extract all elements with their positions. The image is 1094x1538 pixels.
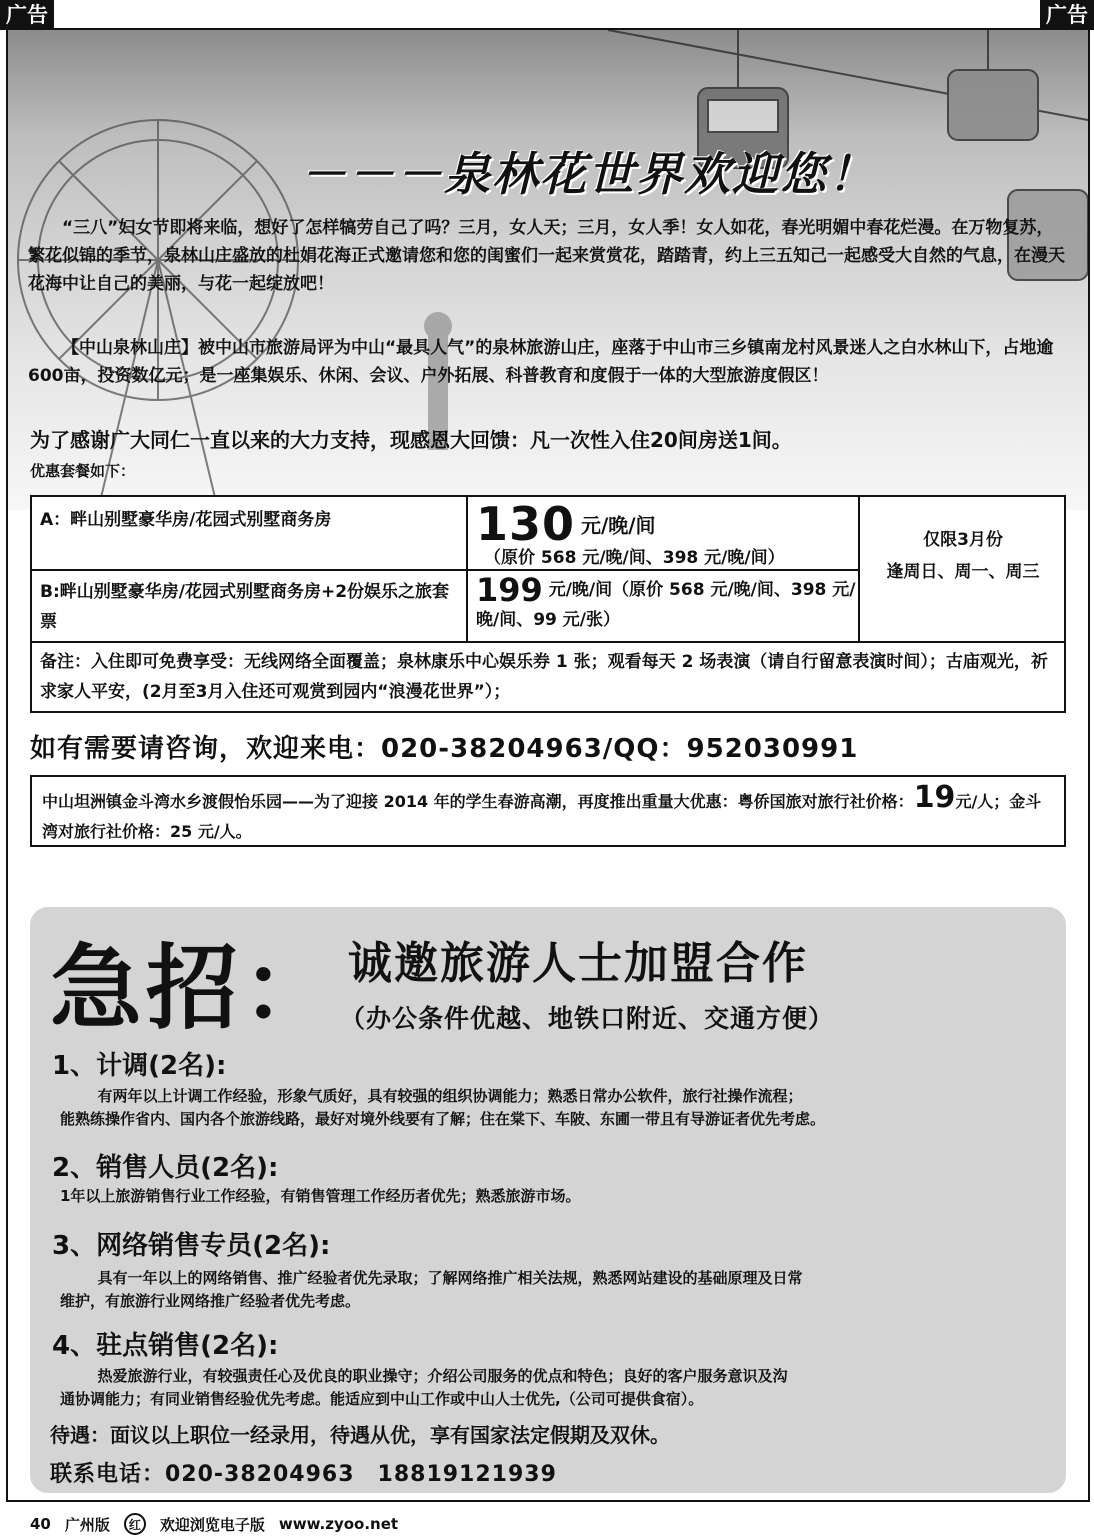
package-a-unit: 元/晚/间 [580,513,656,538]
job-desc-4 [60,1365,1060,1411]
job-desc-2 [60,1185,1060,1208]
job-title-3: 3、网络销售专员(2名): [52,1231,331,1261]
package-a-original: （原价 568 元/晚/间、398 元/晚/间） [484,548,785,568]
job-title-2: 2、销售人员(2名): [52,1153,279,1183]
job-desc-4-line-2: 通协调能力；有同业销售经验优先考虑。能适应到中山工作或中山人士优先,（公司可提供食宿）。 [60,1390,704,1408]
urgent-heading: 急招： [50,935,339,1042]
table-divider [32,641,1064,643]
intro-text-2: 【中山泉林山庄】被中山市旅游局评为中山“最具人气”的泉林旅游山庄，座落于中山市三乡镇南龙村风景迷人之白水林山下，占地逾600亩，投资数亿元；是一座集娱乐、休闲、会议、户外拓展、科普教育和度假于一体的大型旅游度假区！ [28,338,1054,386]
footer-url[interactable]: www.zyoo.net [278,1515,399,1533]
job-desc-3-line-2: 维护，有旅游行业网络推广经验者优先考虑。 [60,1292,361,1310]
job-desc-1-line-2: 能熟练操作省内、国内各个旅游线路，最好对境外线要有了解；住在棠下、车陂、东圃一带且有导游证者优先考虑。 [60,1110,826,1128]
footer-slogan: 欢迎浏览电子版 [159,1515,265,1534]
headline: －－－泉林花世界欢迎您！ [300,147,876,201]
limit-line-2: 逢周日、周一、周三 [886,562,1040,582]
jindou-promo [30,775,1066,847]
job-title-4: 4、驻点销售(2名): [52,1331,279,1361]
intro-text-1: “三八”妇女节即将来临，想好了怎样犒劳自己了吗？三月，女人天；三月，女人季！女人如花，春光明媚中春花烂漫。在万物复苏，繁花似锦的季节，泉林山庄盛放的杜娟花海正式邀请您和您的闺蜜们一起来赏赏花，踏踏青，约上三五知己一起感受大自然的气息，在漫天花海中让自己的美丽，与花一起绽放吧！ [28,218,1065,294]
job-title-1: 1、计调(2名): [52,1051,227,1081]
consult-hotline: 如有需要请咨询，欢迎来电：020-38204963/QQ：952030991 [30,734,859,764]
recruit-phone: 联系电话：020-38204963 18819121939 [50,1462,557,1487]
brand-logo-icon: 红 [124,1513,146,1535]
pricing-table [30,495,1066,713]
jindou-text-before: 中山坦洲镇金斗湾水乡渡假怡乐园——为了迎接 2014 年的学生春游高潮，再度推出重量大优惠：粤侨国旅对旅行社价格： [42,792,914,811]
treatment-text: 待遇：面议以上职位一经录用，待遇从优，享有国家法定假期及双休。 [50,1423,670,1447]
jindou-price: 19 [913,780,956,815]
page-footer [30,1510,398,1538]
edition-label: 广州版 [64,1515,110,1534]
ad-label-left: 广告 [0,0,54,30]
recruit-subtitle: （办公条件优越、地铁口附近、交通方便） [340,1004,835,1033]
pricing-note: 备注：入住即可免费享受：无线网络全面覆盖；泉林康乐中心娱乐券 1 张；观看每天 2 场表演（请自行留意表演时间）；古庙观光，祈求家人平安，(2月至3月入住还可观赏到园内“浪漫花世界”）； [40,652,1048,702]
job-desc-4-line-1: 热爱旅游行业，有较强责任心及优良的职业操守；介绍公司服务的优点和特色；良好的客户服务意识及沟 [97,1367,788,1385]
package-b-unit: 元/晚/间（原价 568 元/晚/间、398 元/晚/间、99 元/张） [476,580,856,630]
package-b-name: B:畔山别墅豪华房/花园式别墅商务房+2份娱乐之旅套票 [40,582,450,632]
thanks-banner: 为了感谢广大同仁一直以来的大力支持，现感恩大回馈：凡一次性入住20间房送1间。 [30,428,792,452]
limit-line-1: 仅限3月份 [923,530,1003,550]
jindou-text-after: 元/人；金斗湾对旅行社价格：25 元/人。 [42,792,1042,841]
package-a-price-value: 130 [476,497,576,551]
recruit-section [30,907,1066,1493]
job-desc-3-line-1: 具有一年以上的网络销售、推广经验者优先录取；了解网络推广相关法规，熟悉网站建设的基础原理及日常 [97,1269,803,1287]
offer-title: 优惠套餐如下： [30,462,136,480]
package-b-price-value: 199 [476,571,543,609]
package-b-price [476,571,856,635]
job-desc-3 [60,1267,1060,1313]
table-divider [32,569,858,571]
package-a-name: A：畔山别墅豪华房/花园式别墅商务房 [40,510,332,530]
job-desc-1-line-1: 有两年以上计调工作经验，形象气质好，具有较强的组织协调能力；熟悉日常办公软件，旅行社操作流程； [97,1087,803,1105]
job-desc-1 [60,1085,1060,1131]
intro-paragraph-1 [28,214,1068,298]
recruit-title: 诚邀旅游人士加盟合作 [348,938,808,989]
intro-paragraph-2 [28,334,1068,390]
ad-label-right: 广告 [1040,0,1094,30]
job-desc-2-line-1: 1年以上旅游销售行业工作经验，有销售管理工作经历者优先；熟悉旅游市场。 [60,1187,581,1205]
table-divider [858,497,860,643]
page-number: 40 [30,1515,51,1533]
